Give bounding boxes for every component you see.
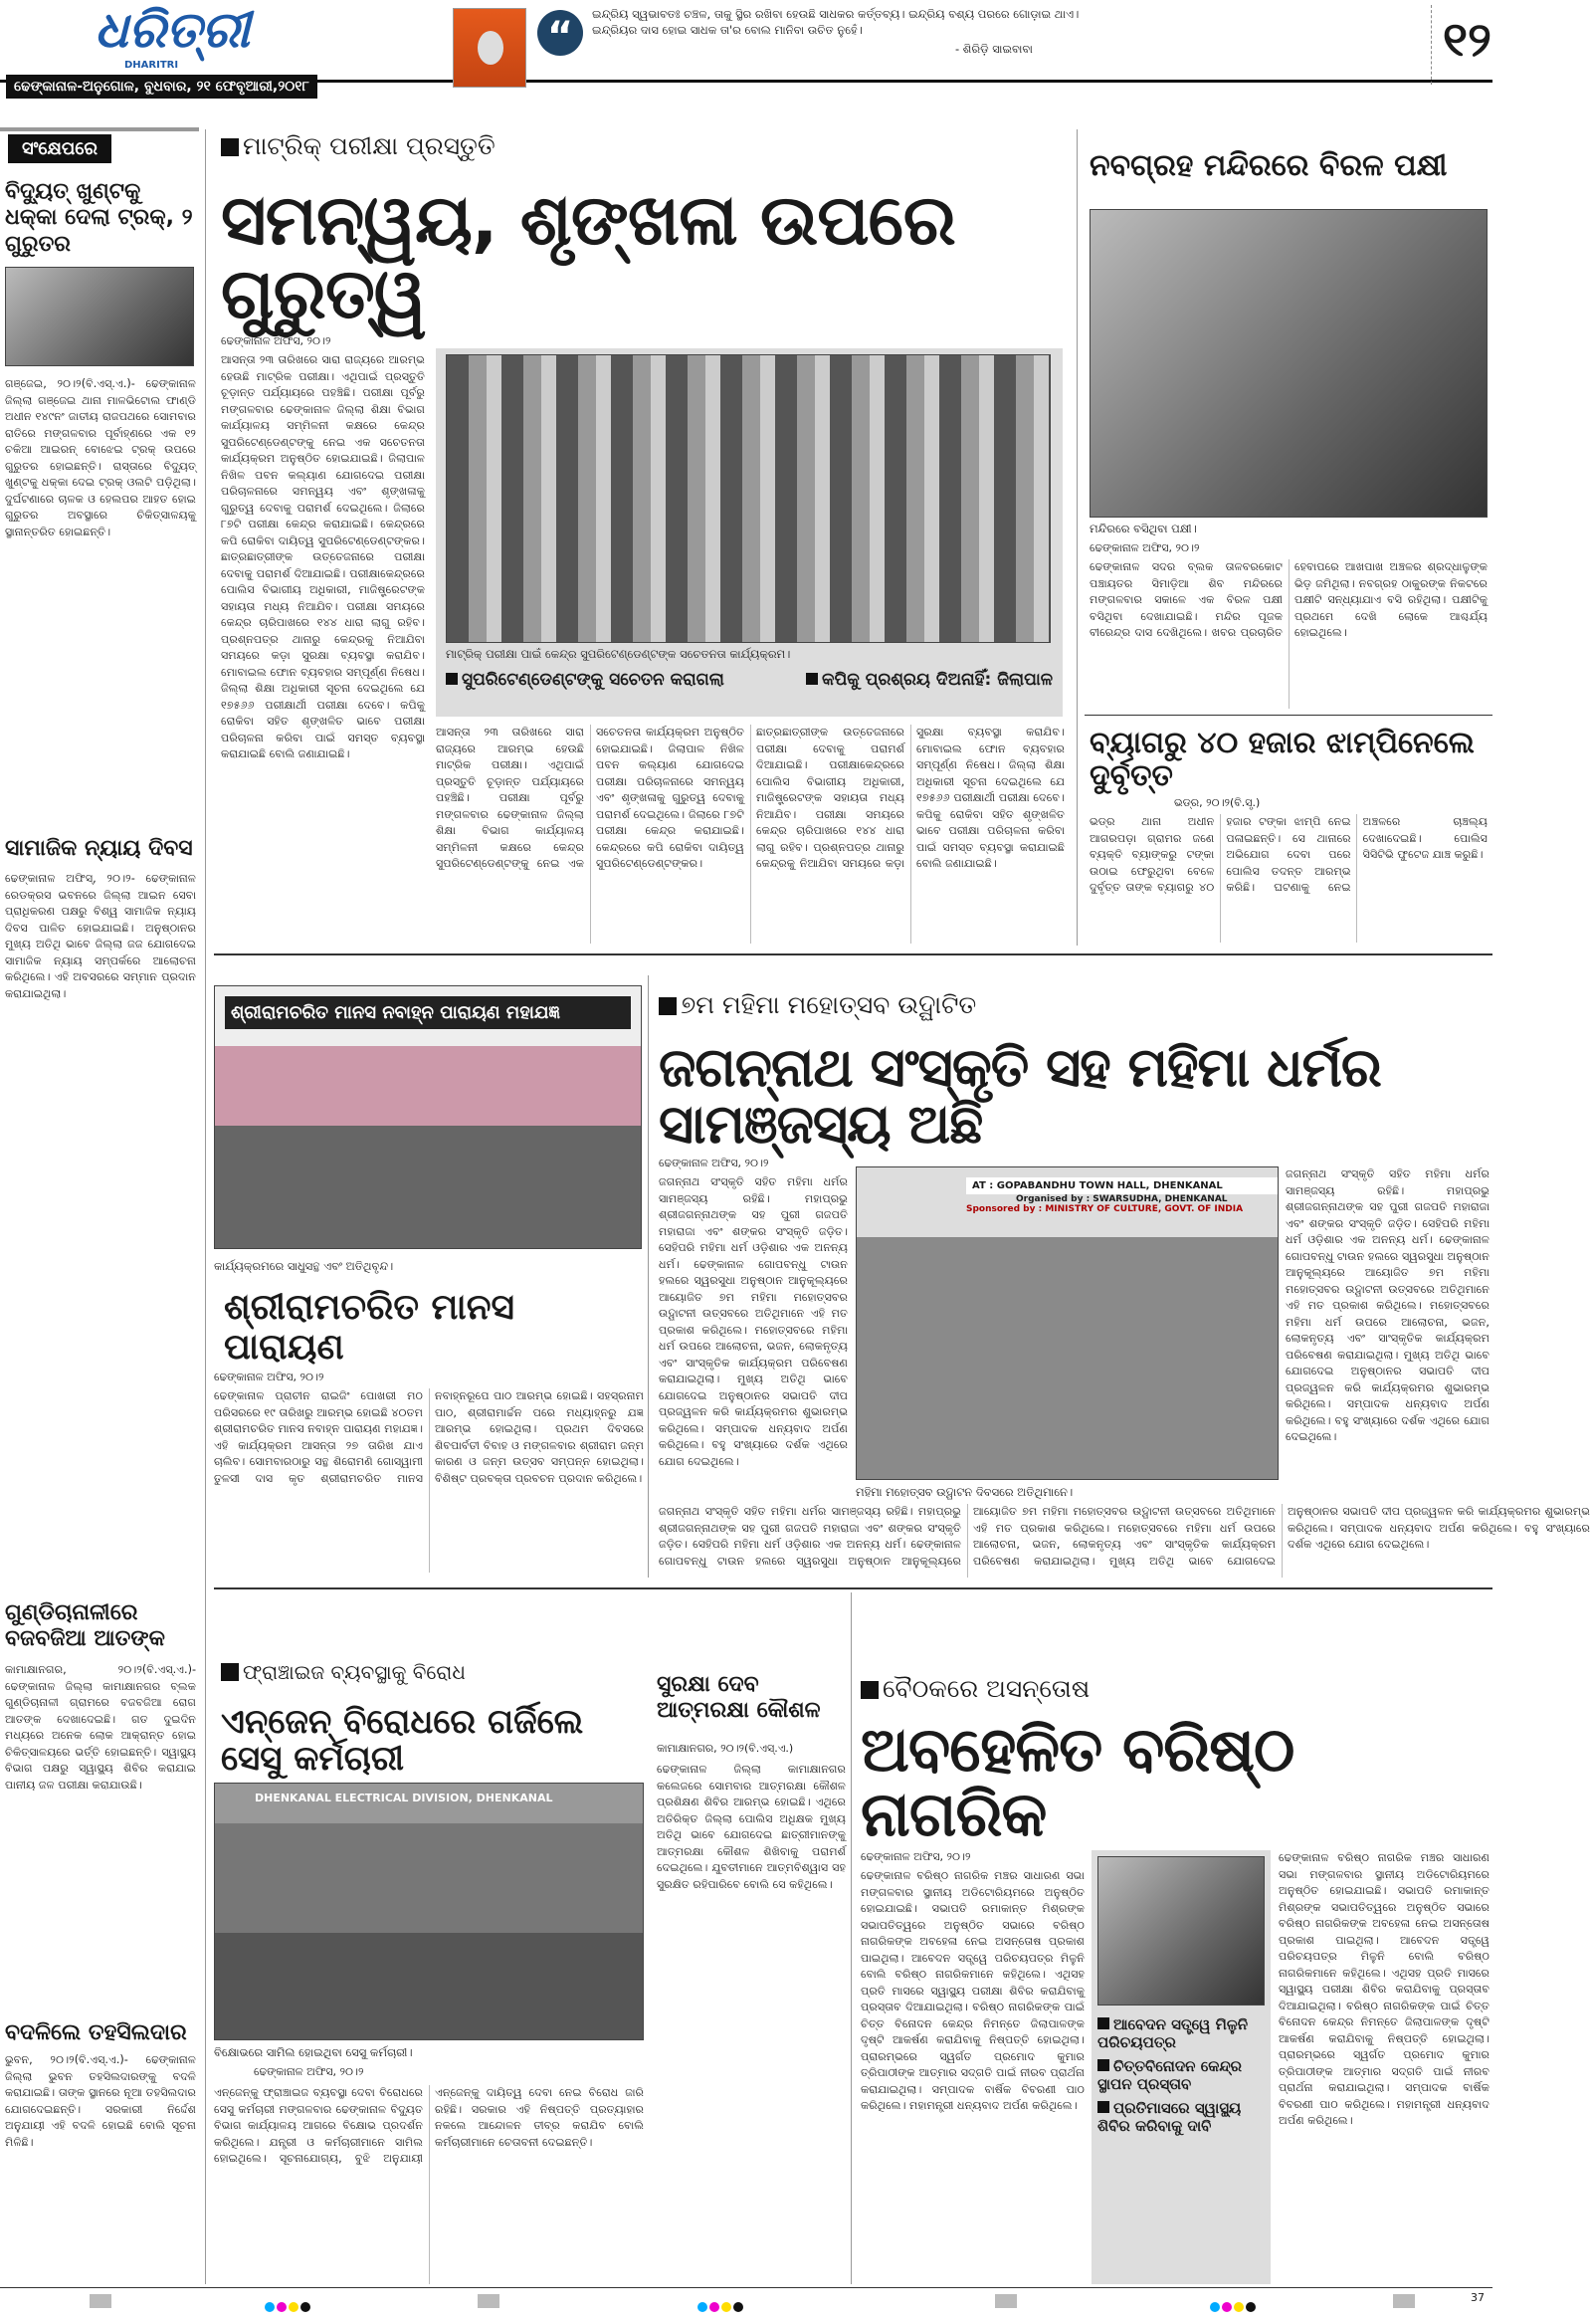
photo-caption: ବିକ୍ଷୋଭରେ ସାମିଲ ହୋଇଥିବା ସେସୁ କର୍ମଚାରୀ। [214,2045,413,2059]
temple-bird-photo [1090,209,1488,518]
color-registration-dots [264,2297,311,2316]
byline: କାମାକ୍ଷାନଗର, ୨୦।୨(ବି.ଏସ୍.ଏ.) [657,1742,794,1755]
brief-body: ଢେଙ୍କାନାଳ ଅଫିସ୍, ୨୦।୨- ଢେଙ୍କାନାଳ ରେଡକ୍ରସ ଭବନରେ ଜିଲ୍ଲା ଆଇନ ସେବା ପ୍ରାଧିକରଣ ପକ୍ଷରୁ ବିଶ୍ୱ ସାମାଜିକ ନ୍ୟାୟ ଦିବସ ପାଳିତ ହୋଇଯାଇଛି। ଅନୁଷ୍ଠାନର ମୁଖ୍ୟ ଅତିଥି ଭାବେ ଜିଲ୍ଲା ଜଜ ଯୋଗଦେଇ ସାମାଜିକ ନ୍ୟାୟ ସମ୍ପର୍କରେ ଆଲୋଚନା କରିଥିଲେ। ଏହି ଅବସରରେ ସମ୍ମାନ ପ୍ରଦାନ କରାଯାଇଥିଲା। [5,872,196,1000]
column-rule [1077,129,1078,946]
brief-body: ଗଞ୍ଜେଇ, ୨୦।୨(ବି.ଏସ୍.ଏ.)- ଢେଙ୍କାନାଳ ଜିଲ୍ଲା ଗଞ୍ଜେଇ ଥାନା ମାଳଭିଟୋଲ ଫାଣ୍ଡି ଅଧୀନ ୧୪୯ନଂ ଜାତୀୟ ରାଜପଥରେ ସୋମବାର ରାତିରେ ମଙ୍ଗଳବାର ପୂର୍ବାହ୍ଣରେ ଏକ ୧୨ ଚକିଆ ଆଇରନ୍ ବୋଝେଇ ଟ୍ରକ୍ ଉପରେ ଗୁରୁତର ହୋଇଛନ୍ତି। ରାସ୍ତାରେ ବିଦ୍ୟୁତ୍ ଖୁଣ୍ଟକୁ ଧକ୍କା ଦେଇ ଟ୍ରକ୍ ଓଲଟି ପଡ଼ିଥିଲା। ଦୁର୍ଘଟଣାରେ ଚାଳକ ଓ ହେଲପର ଆହତ ହୋଇ ଗୁରୁତର ଅବସ୍ଥାରେ ଚିକିତ୍ସାଳୟକୁ ସ୍ଥାନାନ୍ତରିତ ହୋଇଛନ୍ତି। [5,377,196,538]
color-registration-dots [1209,2297,1257,2316]
column-rule [205,129,206,2284]
event-banner: AT : GOPABANDHU TOWN HALL, DHENKANAL [966,1177,1278,1194]
mahima-kicker: ୭ମ ମହିମା ମହୋତ୍ସବ ଉଦ୍ଘାଟିତ [659,990,976,1020]
brief-body: କାମାକ୍ଷାନଗର, ୨୦।୨(ବି.ଏସ୍.ଏ.)- ଢେଙ୍କାନାଳ ଜିଲ୍ଲା କାମାକ୍ଷାନଗର ବ୍ଲକ ଗୁଣ୍ଡିଚାନାଳୀ ଗ୍ରାମରେ ବଜବଜିଆ ରୋଗ ଆତଙ୍କ ଦେଖାଦେଇଛି। ଗତ ଦୁଇଦିନ ମଧ୍ୟରେ ଅନେକ ଲୋକ ଆକ୍ରାନ୍ତ ହୋଇ ଚିକିତ୍ସାଳୟରେ ଭର୍ତ୍ତି ହୋଇଛନ୍ତି। ସ୍ୱାସ୍ଥ୍ୟ ବିଭାଗ ପକ୍ଷରୁ ସ୍ୱାସ୍ଥ୍ୟ ଶିବିର କରାଯାଇ ପାନୀୟ ଜଳ ପରୀକ୍ଷା କରାଯାଉଛି। [5,1663,196,1792]
lead-subhead: କପିକୁ ପ୍ରଶ୍ରୟ ଦିଅନାହିଁ: ଜିଲାପାଳ [806,670,1053,690]
ramcharit-headline: ଶ୍ରୀରାମଚରିତ ମାନସ ପାରାୟଣ [224,1287,514,1368]
byline: ଢେଙ୍କାନାଳ ଅଫିସ, ୨୦।୨ [221,334,331,347]
truck-photo [5,267,194,366]
page-number: ୧୨ [1443,12,1491,68]
lead-body: ଆସନ୍ତା ୨୩ ତାରିଖରେ ସାରା ରାଜ୍ୟରେ ଆରମ୍ଭ ହେଉଛି ମାଟ୍ରିକ ପରୀକ୍ଷା। ଏଥିପାଇଁ ପ୍ରସ୍ତୁତି ଚୂଡ଼ାନ୍ତ ପର୍ଯ୍ୟାୟରେ ପହଞ୍ଚିଛି। ପରୀକ୍ଷା ପୂର୍ବରୁ ମଙ୍ଗଳବାର ଢେଙ୍କାନାଳ ଜିଲ୍ଲା ଶିକ୍ଷା ବିଭାଗ କାର୍ଯ୍ୟାଳୟ ସମ୍ମିଳନୀ କକ୍ଷରେ କେନ୍ଦ୍ର ସୁପରିଟେଣ୍ଡେଣ୍ଟଙ୍କୁ ନେଇ ଏକ ସଚେତନତା କାର୍ଯ୍ୟକ୍ରମ ଅନୁଷ୍ଠିତ ହୋଇଯାଇଛି। ଜିଲାପାଳ ନିଖିଳ ପବନ କଲ୍ୟାଣ ଯୋଗଦେଇ ପରୀକ୍ଷା ପରିଚାଳନାରେ ସମନ୍ୱୟ ଏବଂ ଶୃଙ୍ଖଳାକୁ ଗୁରୁତ୍ୱ ଦେବାକୁ ପରାମର୍ଶ ଦେଇଥିଲେ। ଜିଲାରେ ୮୭ଟି ପରୀକ୍ଷା କେନ୍ଦ୍ର କରାଯାଇଛି। କେନ୍ଦ୍ରରେ କପି ରୋକିବା ଦାୟିତ୍ୱ ସୁପରିଟେଣ୍ଡେଣ୍ଟଙ୍କର। ଛାତ୍ରଛାତ୍ରୀଙ୍କ ଉତ୍ତେଜନାରେ ପରୀକ୍ଷା ଦେବାକୁ ପରାମର୍ଶ ଦିଆଯାଇଛି। ପରୀକ୍ଷାକେନ୍ଦ୍ରରେ ପୋଲିସ ବିଭାଗୀୟ ଅଧିକାରୀ, ମାଜିଷ୍ଟ୍ରେଟଙ୍କ ସହାୟତା ମଧ୍ୟ ନିଆଯିବ। ପରୀକ୍ଷା ସମୟରେ କେନ୍ଦ୍ର ଚାରିପାଖରେ ୧୪୪ ଧାରା ଲାଗୁ ରହିବ। ପ୍ରଶ୍ନପତ୍ର ଥାନାରୁ କେନ୍ଦ୍ରକୁ ନିଆଯିବା ସମୟରେ କଡ଼ା ସୁରକ୍ଷା ବ୍ୟବସ୍ଥା କରାଯିବ। ମୋବାଇଲ ଫୋନ ବ୍ୟବହାର ସମ୍ପୂର୍ଣ୍ଣ ନିଷେଧ। ଜିଲ୍ଲା ଶିକ୍ଷା ଅଧିକାରୀ ସୂଚନା ଦେଇଥିଲେ ଯେ ୧୭୫୬୬ ପରୀକ୍ଷାର୍ଥୀ ପରୀକ୍ଷା ଦେବେ। କପିକୁ ରୋକିବା ସହିତ ଶୃଙ୍ଖଳିତ ଭାବେ ପରୀକ୍ଷା ପରିଚାଳନା କରିବା ପାଇଁ ସମସ୍ତ ବ୍ୟବସ୍ଥା କରାଯାଇଛି ବୋଲି ଜଣାଯାଇଛି। [436,726,1065,870]
quote-author: - ଶିରିଡ଼ି ସାଇବାବା [955,42,1033,56]
column-rule [648,975,649,1578]
byline: ଢେଙ୍କାନାଳ ଅଫିସ, ୨୦।୨ [214,1371,324,1383]
office-sign: DHENKANAL ELECTRICAL DIVISION, DHENKANAL [255,1792,553,1804]
column-rule [851,1592,852,2284]
thought-quote: ଇନ୍ଦ୍ରିୟ ସ୍ୱଭାବତଃ ଚଞ୍ଚଳ, ତାକୁ ସ୍ଥିର ରଖିବା ହେଉଛି ସାଧକର କର୍ତ୍ତବ୍ୟ। ଇନ୍ଦ୍ରିୟ ବଶ୍ୟ ପରରେ ଗୋଡ଼ାଇ ଥାଏ। ଇନ୍ଦ୍ରିୟର ଦାସ ହୋଇ ସାଧକ ତା'ର ବୋଲ ମାନିବା ଉଚିତ ନୁହେଁ। [592,7,1080,37]
mahima-photo [856,1166,1279,1480]
mahima-body-right: ଜଗନ୍ନାଥ ସଂସ୍କୃତି ସହିତ ମହିମା ଧର୍ମର ସାମଞ୍ଜସ୍ୟ ରହିଛି। ମହାପ୍ରଭୁ ଶ୍ରୀଜଗନ୍ନାଥଙ୍କ ସହ ପୁରୀ ଗଜପତି ମହାରାଜା ଏବଂ ଶଙ୍କର ସଂସ୍କୃତି ଜଡ଼ିତ। ସେହିପରି ମହିମା ଧର୍ମ ଓଡ଼ିଶାର ଏକ ଅନନ୍ୟ ଧର୍ମ। ଢେଙ୍କାନାଳ ଗୋପବନ୍ଧୁ ଟାଉନ ହଲରେ ସ୍ୱରସୁଧା ଅନୁଷ୍ଠାନ ଆନୁକୂଲ୍ୟରେ ଆୟୋଜିତ ୭ମ ମହିମା ମହୋତ୍ସବର ଉଦ୍ଘାଟନୀ ଉତ୍ସବରେ ଅତିଥିମାନେ ଏହି ମତ ପ୍ରକାଶ କରିଥିଲେ। ମହୋତ୍ସବରେ ମହିମା ଧର୍ମ ଉପରେ ଆଲୋଚନା, ଭଜନ, ଲୋକନୃତ୍ୟ ଏବଂ ସାଂସ୍କୃତିକ କାର୍ଯ୍ୟକ୍ରମ ପରିବେଷଣ କରାଯାଇଥିଲା। ମୁଖ୍ୟ ଅତିଥି ଭାବେ ଯୋଗଦେଇ ଅନୁଷ୍ଠାନର ସଭାପତି ଦୀପ ପ୍ରଜ୍ୱଳନ କରି କାର୍ଯ୍ୟକ୍ରମର ଶୁଭାରମ୍ଭ କରିଥିଲେ। ସମ୍ପାଦକ ଧନ୍ୟବାଦ ଅର୍ପଣ କରିଥିଲେ। ବହୁ ସଂଖ୍ୟାରେ ଦର୍ଶକ ଏଥିରେ ଯୋଗ ଦେଇଥିଲେ। [1286,1167,1490,1443]
walking-stick-photo [1097,1856,1265,2006]
mahima-body-col1: ଜଗନ୍ନାଥ ସଂସ୍କୃତି ସହିତ ମହିମା ଧର୍ମର ସାମଞ୍ଜସ୍ୟ ରହିଛି। ମହାପ୍ରଭୁ ଶ୍ରୀଜଗନ୍ନାଥଙ୍କ ସହ ପୁରୀ ଗଜପତି ମହାରାଜା ଏବଂ ଶଙ୍କର ସଂସ୍କୃତି ଜଡ଼ିତ। ସେହିପରି ମହିମା ଧର୍ମ ଓଡ଼ିଶାର ଏକ ଅନନ୍ୟ ଧର୍ମ। ଢେଙ୍କାନାଳ ଗୋପବନ୍ଧୁ ଟାଉନ ହଲରେ ସ୍ୱରସୁଧା ଅନୁଷ୍ଠାନ ଆନୁକୂଲ୍ୟରେ ଆୟୋଜିତ ୭ମ ମହିମା ମହୋତ୍ସବର ଉଦ୍ଘାଟନୀ ଉତ୍ସବରେ ଅତିଥିମାନେ ଏହି ମତ ପ୍ରକାଶ କରିଥିଲେ। ମହୋତ୍ସବରେ ମହିମା ଧର୍ମ ଉପରେ ଆଲୋଚନା, ଭଜନ, ଲୋକନୃତ୍ୟ ଏବଂ ସାଂସ୍କୃତିକ କାର୍ଯ୍ୟକ୍ରମ ପରିବେଷଣ କରାଯାଇଥିଲା। ମୁଖ୍ୟ ଅତିଥି ଭାବେ ଯୋଗଦେଇ ଅନୁଷ୍ଠାନର ସଭାପତି ଦୀପ ପ୍ରଜ୍ୱଳନ କରି କାର୍ଯ୍ୟକ୍ରମର ଶୁଭାରମ୍ଭ କରିଥିଲେ। ସମ୍ପାଦକ ଧନ୍ୟବାଦ ଅର୍ପଣ କରିଥିଲେ। ବହୁ ସଂଖ୍ୟାରେ ଦର୍ଶକ ଏଥିରେ ଯୋଗ ଦେଇଥିଲେ। [659,1175,848,1468]
brief-headline: ବିଦ୍ୟୁତ୍ ଖୁଣ୍ଟକୁ ଧକ୍କା ଦେଲା ଟ୍ରକ୍, ୨ ଗୁରୁତର [5,179,193,257]
brief-headline: ବଦଳିଲେ ତହସିଲଦାର [5,2020,187,2045]
photo-caption: ମହିମା ମହୋତ୍ସବ ଉଦ୍ଘାଟନ ଦିବସରେ ଅତିଥିମାନେ। [856,1485,1074,1499]
color-registration-dots [696,2297,744,2316]
cesu-photo [214,1783,644,2040]
divider [0,127,199,131]
cesu-body: ଏନ୍‌ଜେନ୍‌କୁ ଫ୍ରାଞ୍ଚାଇଜ ବ୍ୟବସ୍ଥା ଦେବା ବିରୋଧରେ ସେସୁ କର୍ମଚାରୀ ମଙ୍ଗଳବାର ଢେଙ୍କାନାଳ ବିଦ୍ୟୁତ ବିଭାଗ କାର୍ଯ୍ୟାଳୟ ଆଗରେ ବିକ୍ଷୋଭ ପ୍ରଦର୍ଶନ କରିଥିଲେ। ଯନ୍ତ୍ରୀ ଓ କର୍ମଚାରୀମାନେ ସାମିଲ ହୋଇଥିଲେ। ସୂଚନାଯୋଗ୍ୟ, ବୁଝି ଅନୁଯାୟୀ ଏନ୍‌ଜେନ୍‌କୁ ଦାୟିତ୍ୱ ଦେବା ନେଇ ବିରୋଧ ଜାରି ରହିଛି। ସରକାର ଏହି ନିଷ୍ପତ୍ତି ପ୍ରତ୍ୟାହାର ନକଲେ ଆନ୍ଦୋଳନ ତୀବ୍ର କରାଯିବ ବୋଲି କର୍ମଚାରୀମାନେ ଚେତାବନୀ ଦେଇଛନ୍ତି। [214,2086,644,2165]
event-banner: Organised by : SWARSUDHA, DHENKANAL [1016,1194,1228,1204]
cesu-kicker: ଫ୍ରାଞ୍ଚାଇଜ ବ୍ୟବସ୍ଥାକୁ ବିରୋଧ [221,1660,466,1684]
folio: 37 [1471,2291,1485,2304]
event-banner: Sponsored by : MINISTRY OF CULTURE, GOVT. OF INDIA [966,1204,1244,1214]
selfdef-body: ଢେଙ୍କାନାଳ ଜିଲ୍ଲା କାମାକ୍ଷାନଗର କଲେଜରେ ସୋମବାର ଆତ୍ମରକ୍ଷା କୌଶଳ ପ୍ରଶିକ୍ଷଣ ଶିବିର ଆରମ୍ଭ ହୋଇଛି। ଏଥିରେ ଅତିରିକ୍ତ ଜିଲ୍ଲା ପୋଲିସ ଅଧିକ୍ଷକ ମୁଖ୍ୟ ଅତିଥି ଭାବେ ଯୋଗଦେଇ ଛାତ୍ରୀମାନଙ୍କୁ ଆତ୍ମରକ୍ଷା କୌଶଳ ଶିଖିବାକୁ ପରାମର୍ଶ ଦେଇଥିଲେ। ଯୁବତୀମାନେ ଆତ୍ମବିଶ୍ୱାସ ସହ ସୁରକ୍ଷିତ ରହିପାରିବେ ବୋଲି ସେ କହିଥିଲେ। [657,1763,846,1891]
lead-kicker: ମାଟ୍ରିକ୍ ପରୀକ୍ଷା ପ୍ରସ୍ତୁତି [221,131,496,161]
seniors-body-col2: ଢେଙ୍କାନାଳ ବରିଷ୍ଠ ନାଗରିକ ମଞ୍ଚର ସାଧାରଣ ସଭା ମଙ୍ଗଳବାର ସ୍ଥାନୀୟ ଅଡିଟୋରିୟମରେ ଅନୁଷ୍ଠିତ ହୋଇଯାଇଛି। ସଭାପତି ରମାକାନ୍ତ ମିଶ୍ରଙ୍କ ସଭାପତିତ୍ୱରେ ଅନୁଷ୍ଠିତ ସଭାରେ ବରିଷ୍ଠ ନାଗରିକଙ୍କ ଅବହେଳା ନେଇ ଅସନ୍ତୋଷ ପ୍ରକାଶ ପାଇଥିଲା। ଆବେଦନ ସତ୍ତ୍ୱେ ପରିଚୟପତ୍ର ମିଳୁନି ବୋଲି ବରିଷ୍ଠ ନାଗରିକମାନେ କହିଥିଲେ। ଏଥିସହ ପ୍ରତି ମାସରେ ସ୍ୱାସ୍ଥ୍ୟ ପରୀକ୍ଷା ଶିବିର କରାଯିବାକୁ ପ୍ରସ୍ତାବ ଦିଆଯାଇଥିଲା। ବରିଷ୍ଠ ନାଗରିକଙ୍କ ପାଇଁ ଚିତ୍ତ ବିନୋଦନ କେନ୍ଦ୍ର ନିମନ୍ତେ ଜିଲାପାଳଙ୍କ ଦୃଷ୍ଟି ଆକର୍ଷଣ କରାଯିବାକୁ ନିଷ୍ପତ୍ତି ହୋଇଥିଲା। ପ୍ରାରମ୍ଭରେ ସ୍ୱର୍ଗତ ପ୍ରମୋଦ କୁମାର ତ୍ରିପାଠୀଙ୍କ ଆତ୍ମାର ସଦ୍‌ଗତି ପାଇଁ ନୀରବ ପ୍ରାର୍ଥନା କରାଯାଇଥିଲା। ସମ୍ପାଦକ ବାର୍ଷିକ ବିବରଣୀ ପାଠ କରିଥିଲେ। ମହାମନ୍ତ୍ରୀ ଧନ୍ୟବାଦ ଅର୍ପଣ କରିଥିଲେ। [1279,1851,1490,2127]
lead-headline: ସମନ୍ୱୟ, ଶୃଙ୍ଖଳା ଉପରେ ଗୁରୁତ୍ୱ [221,179,955,334]
brief-body: ଭୁବନ, ୨୦।୨(ବି.ଏସ୍.ଏ.)- ଢେଙ୍କାନାଳ ଜିଲ୍ଲା ଭୁବନ ତହସିଲଦାରଙ୍କୁ ବଦଳି କରାଯାଇଛି। ତାଙ୍କ ସ୍ଥାନରେ ନୂଆ ତହସିଲଦାର ଯୋଗଦେଇଛନ୍ତି। ସରକାରୀ ନିର୍ଦ୍ଦେଶ ଅନୁଯାୟୀ ଏହି ବଦଳି ହୋଇଛି ବୋଲି ସୂଚନା ମିଳିଛି। [5,2053,196,2149]
registration-mark [1393,2294,1415,2308]
photo-caption: ମାଟ୍ରିକ୍ ପରୀକ୍ଷା ପାଇଁ କେନ୍ଦ୍ର ସୁପରିଟେଣ୍ଡେଣ୍ଟଙ୍କ ସଚେତନତା କାର୍ଯ୍ୟକ୍ରମ। [446,647,791,661]
mahima-body-bottom: ଜଗନ୍ନାଥ ସଂସ୍କୃତି ସହିତ ମହିମା ଧର୍ମର ସାମଞ୍ଜସ୍ୟ ରହିଛି। ମହାପ୍ରଭୁ ଶ୍ରୀଜଗନ୍ନାଥଙ୍କ ସହ ପୁରୀ ଗଜପତି ମହାରାଜା ଏବଂ ଶଙ୍କର ସଂସ୍କୃତି ଜଡ଼ିତ। ସେହିପରି ମହିମା ଧର୍ମ ଓଡ଼ିଶାର ଏକ ଅନନ୍ୟ ଧର୍ମ। ଢେଙ୍କାନାଳ ଗୋପବନ୍ଧୁ ଟାଉନ ହଲରେ ସ୍ୱରସୁଧା ଅନୁଷ୍ଠାନ ଆନୁକୂଲ୍ୟରେ ଆୟୋଜିତ ୭ମ ମହିମା ମହୋତ୍ସବର ଉଦ୍ଘାଟନୀ ଉତ୍ସବରେ ଅତିଥିମାନେ ଏହି ମତ ପ୍ରକାଶ କରିଥିଲେ। ମହୋତ୍ସବରେ ମହିମା ଧର୍ମ ଉପରେ ଆଲୋଚନା, ଭଜନ, ଲୋକନୃତ୍ୟ ଏବଂ ସାଂସ୍କୃତିକ କାର୍ଯ୍ୟକ୍ରମ ପରିବେଷଣ କରାଯାଇଥିଲା। ମୁଖ୍ୟ ଅତିଥି ଭାବେ ଯୋଗଦେଇ ଅନୁଷ୍ଠାନର ସଭାପତି ଦୀପ ପ୍ରଜ୍ୱଳନ କରି କାର୍ଯ୍ୟକ୍ରମର ଶୁଭାରମ୍ଭ କରିଥିଲେ। ସମ୍ପାଦକ ଧନ୍ୟବାଦ ଅର୍ପଣ କରିଥିଲେ। ବହୁ ସଂଖ୍ୟାରେ ଦର୍ଶକ ଏଥିରେ ଯୋଗ ଦେଇଥିଲେ। [659,1505,1590,1568]
ramcharit-body: ଢେଙ୍କାନାଳ ପ୍ରାଚୀନ ରାଇଜିଂ ପୋଖରୀ ମଠ ପରିସରରେ ୧୯ ତାରିଖରୁ ଆରମ୍ଭ ହୋଇଛି ୪୦ତମ ଶ୍ରୀରାମଚରିତ ମାନସ ନବାହ୍ନ ପାରାୟଣ ମହାଯଜ୍ଞ। ଏହି କାର୍ଯ୍ୟକ୍ରମ ଆସନ୍ତା ୨୭ ତାରିଖ ଯାଏ ଚାଲିବ। ସୋମବାରଠାରୁ ସନ୍ଥ ଶିରୋମଣି ଗୋସ୍ୱାମୀ ତୁଳସୀ ଦାସ କୃତ ଶ୍ରୀରାମଚରିତ ମାନସ ନବାହ୍ନରୂପେ ପାଠ ଆରମ୍ଭ ହୋଇଛି। ସହସ୍ରନାମ ପାଠ, ଶ୍ରୀରାମାର୍ଚ୍ଚନ ପରେ ମଧ୍ୟାହ୍ନରୁ ଯଜ୍ଞ ଆରମ୍ଭ ହୋଇଥିଲା। ପ୍ରଥମ ଦିବସରେ ଶିବପାର୍ବତୀ ବିବାହ ଓ ମଙ୍ଗଳବାର ଶ୍ରୀରାମ ଜନ୍ମ କାରଣ ଓ ଜନ୍ମ ଉତ୍ସବ ସମ୍ପନ୍ନ ହୋଇଥିଲା। ବିଶିଷ୍ଟ ପ୍ରବକ୍ତା ପ୍ରବଚନ ପ୍ରଦାନ କରିଥିଲେ। [214,1389,644,1485]
registration-mark [90,2294,111,2308]
divider [214,1587,1492,1589]
theft-headline: ବ୍ୟାଗରୁ ୪୦ ହଜାର ଝାମ୍ପିନେଲେ ଦୁର୍ବୃତ୍ତ [1090,726,1475,793]
lead-body-col1: ଆସନ୍ତା ୨୩ ତାରିଖରେ ସାରା ରାଜ୍ୟରେ ଆରମ୍ଭ ହେଉଛି ମାଟ୍ରିକ ପରୀକ୍ଷା। ଏଥିପାଇଁ ପ୍ରସ୍ତୁତି ଚୂଡ଼ାନ୍ତ ପର୍ଯ୍ୟାୟରେ ପହଞ୍ଚିଛି। ପରୀକ୍ଷା ପୂର୍ବରୁ ମଙ୍ଗଳବାର ଢେଙ୍କାନାଳ ଜିଲ୍ଲା ଶିକ୍ଷା ବିଭାଗ କାର୍ଯ୍ୟାଳୟ ସମ୍ମିଳନୀ କକ୍ଷରେ କେନ୍ଦ୍ର ସୁପରିଟେଣ୍ଡେଣ୍ଟଙ୍କୁ ନେଇ ଏକ ସଚେତନତା କାର୍ଯ୍ୟକ୍ରମ ଅନୁଷ୍ଠିତ ହୋଇଯାଇଛି। ଜିଲାପାଳ ନିଖିଳ ପବନ କଲ୍ୟାଣ ଯୋଗଦେଇ ପରୀକ୍ଷା ପରିଚାଳନାରେ ସମନ୍ୱୟ ଏବଂ ଶୃଙ୍ଖଳାକୁ ଗୁରୁତ୍ୱ ଦେବାକୁ ପରାମର୍ଶ ଦେଇଥିଲେ। ଜିଲାରେ ୮୭ଟି ପରୀକ୍ଷା କେନ୍ଦ୍ର କରାଯାଇଛି। କେନ୍ଦ୍ରରେ କପି ରୋକିବା ଦାୟିତ୍ୱ ସୁପରିଟେଣ୍ଡେଣ୍ଟଙ୍କର। ଛାତ୍ରଛାତ୍ରୀଙ୍କ ଉତ୍ତେଜନାରେ ପରୀକ୍ଷା ଦେବାକୁ ପରାମର୍ଶ ଦିଆଯାଇଛି। ପରୀକ୍ଷାକେନ୍ଦ୍ରରେ ପୋଲିସ ବିଭାଗୀୟ ଅଧିକାରୀ, ମାଜିଷ୍ଟ୍ରେଟଙ୍କ ସହାୟତା ମଧ୍ୟ ନିଆଯିବ। ପରୀକ୍ଷା ସମୟରେ କେନ୍ଦ୍ର ଚାରିପାଖରେ ୧୪୪ ଧାରା ଲାଗୁ ରହିବ। ପ୍ରଶ୍ନପତ୍ର ଥାନାରୁ କେନ୍ଦ୍ରକୁ ନିଆଯିବା ସମୟରେ କଡ଼ା ସୁରକ୍ଷା ବ୍ୟବସ୍ଥା କରାଯିବ। ମୋବାଇଲ ଫୋନ ବ୍ୟବହାର ସମ୍ପୂର୍ଣ୍ଣ ନିଷେଧ। ଜିଲ୍ଲା ଶିକ୍ଷା ଅଧିକାରୀ ସୂଚନା ଦେଇଥିଲେ ଯେ ୧୭୫୬୬ ପରୀକ୍ଷାର୍ଥୀ ପରୀକ୍ଷା ଦେବେ। କପିକୁ ରୋକିବା ସହିତ ଶୃଙ୍ଖଳିତ ଭାବେ ପରୀକ୍ଷା ପରିଚାଳନା କରିବା ପାଇଁ ସମସ୍ତ ବ୍ୟବସ୍ଥା କରାଯାଇଛି ବୋଲି ଜଣାଯାଇଛି। [221,353,425,760]
divider [214,953,1492,955]
quote-icon: “ [537,10,583,56]
seniors-bullet: ପ୍ରତିମାସରେ ସ୍ୱାସ୍ଥ୍ୟ ଶିବିର କରିବାକୁ ଦାବି [1097,2099,1265,2135]
bird-headline: ନବଗ୍ରହ ମନ୍ଦିରରେ ବିରଳ ପକ୍ଷୀ [1090,148,1448,183]
seniors-sidebar [1092,1850,1271,2284]
registration-mark [478,2294,499,2308]
byline: ଢେଙ୍କାନାଳ ଅଫିସ, ୨୦।୨ [254,2065,364,2078]
registration-mark [995,2294,1017,2308]
newspaper-logo-latin: DHARITRI [124,60,179,71]
byline: ଭଡ୍ର, ୨୦।୨(ବି.ସୃ.) [1174,796,1261,809]
lead-subhead: ସୁପରିଟେଣ୍ଡେଣ୍ଟଙ୍କୁ ସଚେତନ କରାଗଲା [446,670,724,690]
saint-portrait [453,8,526,88]
seniors-body-col1: ଢେଙ୍କାନାଳ ବରିଷ୍ଠ ନାଗରିକ ମଞ୍ଚର ସାଧାରଣ ସଭା ମଙ୍ଗଳବାର ସ୍ଥାନୀୟ ଅଡିଟୋରିୟମରେ ଅନୁଷ୍ଠିତ ହୋଇଯାଇଛି। ସଭାପତି ରମାକାନ୍ତ ମିଶ୍ରଙ୍କ ସଭାପତିତ୍ୱରେ ଅନୁଷ୍ଠିତ ସଭାରେ ବରିଷ୍ଠ ନାଗରିକଙ୍କ ଅବହେଳା ନେଇ ଅସନ୍ତୋଷ ପ୍ରକାଶ ପାଇଥିଲା। ଆବେଦନ ସତ୍ତ୍ୱେ ପରିଚୟପତ୍ର ମିଳୁନି ବୋଲି ବରିଷ୍ଠ ନାଗରିକମାନେ କହିଥିଲେ। ଏଥିସହ ପ୍ରତି ମାସରେ ସ୍ୱାସ୍ଥ୍ୟ ପରୀକ୍ଷା ଶିବିର କରାଯିବାକୁ ପ୍ରସ୍ତାବ ଦିଆଯାଇଥିଲା। ବରିଷ୍ଠ ନାଗରିକଙ୍କ ପାଇଁ ଚିତ୍ତ ବିନୋଦନ କେନ୍ଦ୍ର ନିମନ୍ତେ ଜିଲାପାଳଙ୍କ ଦୃଷ୍ଟି ଆକର୍ଷଣ କରାଯିବାକୁ ନିଷ୍ପତ୍ତି ହୋଇଥିଲା। ପ୍ରାରମ୍ଭରେ ସ୍ୱର୍ଗତ ପ୍ରମୋଦ କୁମାର ତ୍ରିପାଠୀଙ୍କ ଆତ୍ମାର ସଦ୍‌ଗତି ପାଇଁ ନୀରବ ପ୍ରାର୍ଥନା କରାଯାଇଥିଲା। ସମ୍ପାଦକ ବାର୍ଷିକ ବିବରଣୀ ପାଠ କରିଥିଲେ। ମହାମନ୍ତ୍ରୀ ଧନ୍ୟବାଦ ଅର୍ପଣ କରିଥିଲେ। [861,1869,1085,2112]
lead-photo [446,354,1051,643]
brief-headline: ଗୁଣ୍ଡିଚାନାଳୀରେ ବଜବଜିଆ ଆତଙ୍କ [5,1600,165,1652]
event-banner: ଶ୍ରୀରାମଚରିତ ମାନସ ନବାହ୍ନ ପାରାୟଣ ମହାଯଜ୍ଞ [225,996,631,1029]
mahima-headline: ଜଗନ୍ନାଥ ସଂସ୍କୃତି ସହ ମହିମା ଧର୍ମର ସାମଞ୍ଜସ୍ୟ ଅଛି [659,1036,1381,1156]
selfdef-headline: ସୁରକ୍ଷା ଦେବ ଆତ୍ମରକ୍ଷା କୌଶଳ [657,1672,821,1724]
seniors-kicker: ବୈଠକରେ ଅସନ୍ତୋଷ [861,1674,1090,1704]
seniors-bullet: ଚିତ୍ତବିନୋଦନ କେନ୍ଦ୍ର ସ୍ଥାପନ ପ୍ରସ୍ତାବ [1097,2057,1265,2093]
brief-headline: ସାମାଜିକ ନ୍ୟାୟ ଦିବସ [5,836,193,861]
divider [1085,715,1492,716]
cesu-headline: ଏନ୍‌ଜେନ୍ ବିରୋଧରେ ଗର୍ଜିଲେ ସେସୁ କର୍ମଚାରୀ [221,1702,584,1780]
bird-body: ଢେଙ୍କାନାଳ ସଦର ବ୍ଲକ ତାଳବରକୋଟ ପଞ୍ଚାୟତର ସିମାଡ଼ିଆ ଶିବ ମନ୍ଦିରରେ ମଙ୍ଗଳବାର ସକାଳେ ଏକ ବିରଳ ପକ୍ଷୀ ବସିଥିବା ଦେଖାଯାଇଛି। ମନ୍ଦିର ପୂଜକ ବୀରେନ୍ଦ୍ର ଦାସ ଦେଖିଥିଲେ। ଖବର ପ୍ରଚାରିତ ହେବାପରେ ଆଖପାଖ ଅଞ୍ଚଳର ଶ୍ରଦ୍ଧାଳୁଙ୍କ ଭିଡ଼ ଜମିଥିଲା। ନବଗ୍ରହ ଠାକୁରଙ୍କ ନିକଟରେ ପକ୍ଷୀଟି ସନ୍ଧ୍ୟାଯାଏ ବସି ରହିଥିଲା। ପକ୍ଷୀଟିକୁ ପ୍ରଥମେ ଦେଖି ଲୋକେ ଆଶ୍ଚର୍ଯ୍ୟ ହୋଇଥିଲେ। [1090,560,1488,639]
newspaper-logo: ଧରିତ୍ରୀ [95,1,251,59]
divider [1431,5,1432,85]
lead-photo-box [436,348,1063,717]
ramcharit-photo [214,985,642,1249]
edition-date: ଢେଙ୍କାନାଳ-ଅନୁଗୋଳ, ବୁଧବାର, ୨୧ ଫେବୃଆରୀ,୨୦୧୮ [6,75,317,99]
byline: ଢେଙ୍କାନାଳ ଅଫିସ, ୨୦।୨ [659,1157,769,1169]
byline: ଢେଙ୍କାନାଳ ଅଫିସ, ୨୦।୨ [1090,541,1200,554]
theft-body: ଭଡ୍ର ଥାନା ଅଧୀନ ଆଗରପଡ଼ା ଗ୍ରାମର ଜଣେ ବ୍ୟକ୍ତି ବ୍ୟାଙ୍କରୁ ଟଙ୍କା ଉଠାଇ ଫେରୁଥିବା ବେଳେ ଦୁର୍ବୃତ୍ତ ତାଙ୍କ ବ୍ୟାଗରୁ ୪୦ ହଜାର ଟଙ୍କା ଝାମ୍ପି ନେଇ ପଳାଇଛନ୍ତି। ସେ ଥାନାରେ ଅଭିଯୋଗ ଦେବା ପରେ ପୋଲିସ ତଦନ୍ତ ଆରମ୍ଭ କରିଛି। ଘଟଣାକୁ ନେଇ ଅଞ୍ଚଳରେ ଚାଞ୍ଚଲ୍ୟ ଦେଖାଦେଇଛି। ପୋଲିସ ସିସିଟିଭି ଫୁଟେଜ ଯାଞ୍ଚ କରୁଛି। [1090,815,1488,894]
photo-caption: ମନ୍ଦିରରେ ବସିଥିବା ପକ୍ଷୀ। [1090,522,1197,535]
seniors-bullet: ଆବେଦନ ସତ୍ତ୍ୱେ ମିଳୁନି ପରିଚୟପତ୍ର [1097,2015,1265,2051]
section-label: ସଂକ୍ଷେପରେ [8,134,111,163]
photo-caption: କାର୍ଯ୍ୟକ୍ରମରେ ସାଧୁସନ୍ଥ ଏବଂ ଅତିଥିବୃନ୍ଦ। [214,1259,394,1273]
byline: ଢେଙ୍କାନାଳ ଅଫିସ, ୨୦।୨ [861,1850,971,1863]
seniors-headline: ଅବହେଳିତ ବରିଷ୍ଠ ନାଗରିକ [861,1713,1294,1851]
divider [0,2287,1492,2288]
